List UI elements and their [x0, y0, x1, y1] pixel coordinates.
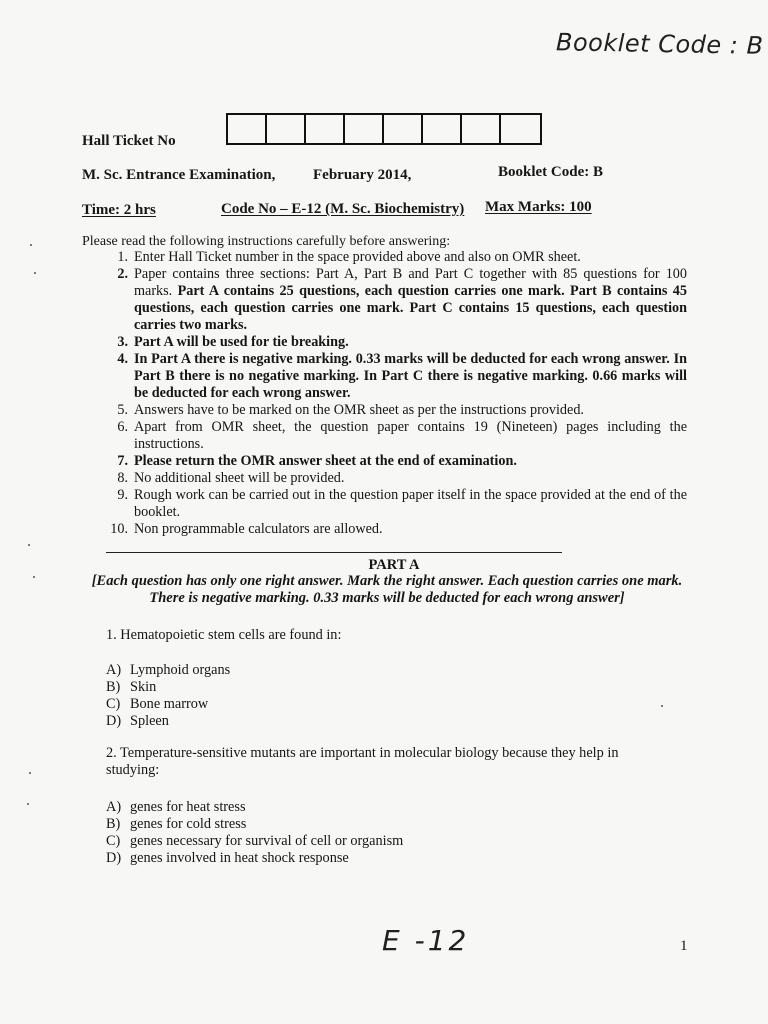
answer-option	[106, 679, 230, 696]
instruction-number: 6.	[117, 419, 128, 435]
instruction-text	[134, 402, 687, 419]
instruction-item	[82, 351, 687, 402]
option-text: genes involved in heat shock response	[130, 850, 349, 866]
scan-speck	[29, 772, 31, 774]
instruction-text-run: Non programmable calculators are allowed.	[134, 521, 383, 537]
scan-speck	[33, 576, 35, 578]
option-text: Spleen	[130, 713, 169, 729]
instruction-item	[82, 487, 687, 521]
instruction-text	[134, 266, 687, 334]
instruction-text	[134, 487, 687, 521]
answer-option	[106, 816, 403, 833]
instruction-number: 1.	[117, 249, 128, 265]
instruction-text-run: Part A contains 25 questions, each question carries one mark. Part B contains 45 questions, each question carries one mark. Part C contains 15 questions, each question carries two marks.	[134, 283, 687, 333]
instruction-item	[82, 402, 687, 419]
handwritten-booklet-code: Booklet Code : B	[555, 28, 764, 60]
instruction-text-run: Please return the OMR answer sheet at the end of examination.	[134, 453, 517, 469]
instruction-text-run: In Part A there is negative marking. 0.33 marks will be deducted for each wrong answer. In Part B there is no negative marking. In Part C there is negative marking. 0.66 marks will be deducted for each wrong answer.	[134, 351, 687, 401]
hall-ticket-digit-box[interactable]	[306, 115, 345, 143]
hall-ticket-digit-box[interactable]	[501, 115, 540, 143]
instruction-item	[82, 521, 687, 538]
hall-ticket-digit-box[interactable]	[267, 115, 306, 143]
hall-ticket-digit-box[interactable]	[345, 115, 384, 143]
option-label: B)	[106, 816, 121, 832]
instructions-intro: Please read the following instructions carefully before answering:	[82, 234, 451, 249]
option-text: Bone marrow	[130, 696, 209, 712]
instruction-text	[134, 453, 687, 470]
option-label: D)	[106, 850, 122, 866]
exam-code: Code No – E-12 (M. Sc. Biochemistry)	[221, 201, 465, 217]
exam-date: February 2014,	[313, 167, 412, 183]
instruction-item	[82, 249, 687, 266]
option-text: Skin	[130, 679, 157, 695]
answer-option	[106, 662, 230, 679]
instruction-text	[134, 351, 687, 402]
scan-speck	[30, 244, 32, 246]
instruction-item	[82, 419, 687, 453]
instruction-text-run: Paper contains three sections: Part A, Part B and Part C together with 85 questions for 100 marks.	[134, 266, 687, 299]
instruction-item	[82, 266, 687, 334]
option-label: D)	[106, 713, 122, 729]
instruction-text	[134, 470, 687, 487]
hall-ticket-digit-box[interactable]	[228, 115, 267, 143]
instruction-item	[82, 470, 687, 487]
instruction-number: 5.	[117, 402, 128, 418]
option-text: genes for cold stress	[130, 816, 247, 832]
instruction-text-run: Part A will be used for tie breaking.	[134, 334, 349, 350]
hall-ticket-digit-box[interactable]	[384, 115, 423, 143]
option-text: genes necessary for survival of cell or organism	[130, 833, 404, 849]
option-label: B)	[106, 679, 121, 695]
hall-ticket-label: Hall Ticket No	[82, 133, 176, 149]
instruction-number: 8.	[117, 470, 128, 486]
page-number: 1	[680, 938, 688, 954]
option-text: genes for heat stress	[130, 799, 246, 815]
section-divider	[106, 552, 562, 553]
instruction-text-run: Apart from OMR sheet, the question paper contains 19 (Nineteen) pages including the instructions.	[134, 419, 687, 452]
booklet-code: Booklet Code: B	[498, 164, 603, 180]
instruction-text	[134, 334, 687, 351]
scan-speck	[27, 803, 29, 805]
instruction-text-run: Enter Hall Ticket number in the space provided above and also on OMR sheet.	[134, 249, 581, 265]
option-text: Lymphoid organs	[130, 662, 231, 678]
exam-title: M. Sc. Entrance Examination,	[82, 167, 276, 183]
instruction-number: 3.	[117, 334, 128, 350]
instruction-number: 2.	[117, 266, 128, 282]
scan-speck	[28, 544, 30, 546]
question-2-text: 2. Temperature-sensitive mutants are important in molecular biology because they help in studying:	[106, 745, 619, 778]
question-1-options	[106, 662, 230, 730]
instruction-text-run: No additional sheet will be provided.	[134, 470, 345, 486]
scan-speck	[34, 272, 36, 274]
answer-option	[106, 799, 403, 816]
part-a-note: [Each question has only one right answer. Mark the right answer. Each question carries one mark. There is negative marking. 0.33 marks will be deducted for each wrong answer]	[91, 573, 683, 606]
option-label: C)	[106, 833, 121, 849]
instruction-number: 10.	[110, 521, 128, 537]
instruction-number: 7.	[117, 453, 128, 469]
question-1-text: 1. Hematopoietic stem cells are found in:	[106, 627, 342, 643]
hall-ticket-digit-box[interactable]	[423, 115, 462, 143]
answer-option	[106, 850, 403, 867]
instruction-text-run: Rough work can be carried out in the question paper itself in the space provided at the end of the booklet.	[134, 487, 687, 520]
answer-option	[106, 833, 403, 850]
instructions-list	[82, 249, 687, 538]
scan-speck	[661, 705, 663, 707]
hall-ticket-boxes[interactable]	[226, 113, 542, 145]
hall-ticket-digit-box[interactable]	[462, 115, 501, 143]
instruction-item	[82, 334, 687, 351]
option-label: A)	[106, 799, 122, 815]
exam-time: Time: 2 hrs	[82, 202, 156, 218]
instruction-text	[134, 419, 687, 453]
instruction-text-run: Answers have to be marked on the OMR sheet as per the instructions provided.	[134, 402, 584, 418]
question-2-options	[106, 799, 403, 867]
handwritten-paper-code: E -12	[382, 924, 470, 957]
part-a-title: PART A	[368, 557, 420, 573]
instruction-number: 9.	[117, 487, 128, 503]
instruction-item	[82, 453, 687, 470]
option-label: C)	[106, 696, 121, 712]
option-label: A)	[106, 662, 122, 678]
answer-option	[106, 696, 230, 713]
max-marks: Max Marks: 100	[485, 199, 592, 215]
answer-option	[106, 713, 230, 730]
instruction-text	[134, 521, 687, 538]
instruction-number: 4.	[117, 351, 128, 367]
instruction-text	[134, 249, 687, 266]
